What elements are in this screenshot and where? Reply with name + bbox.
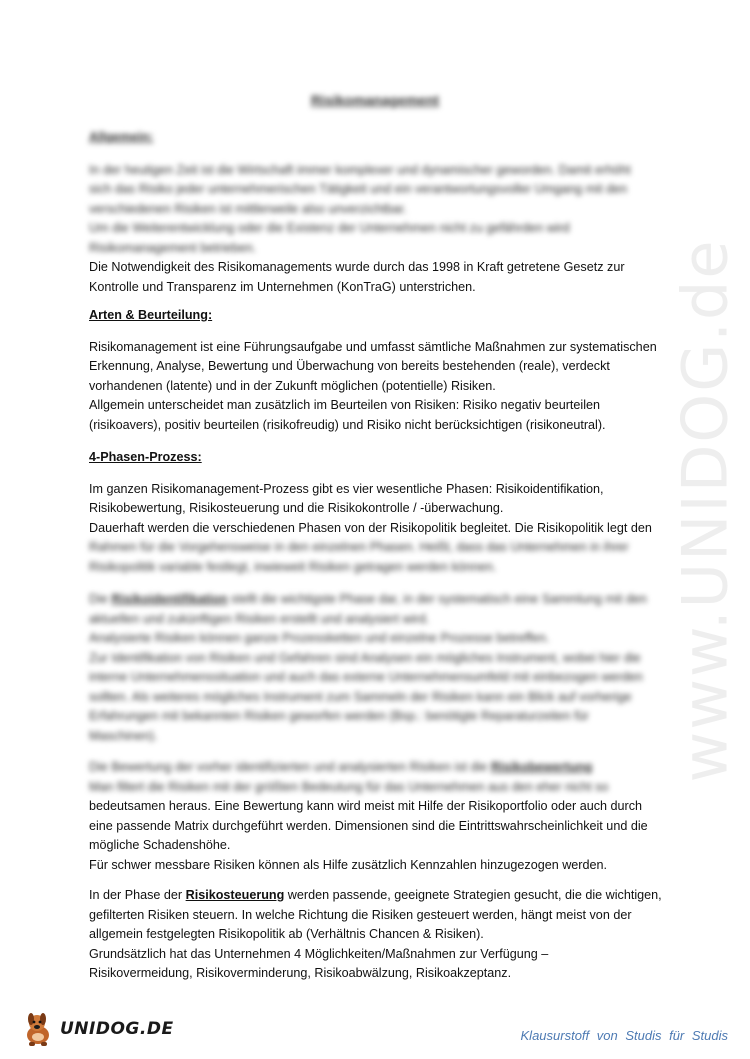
paragraph-line: Für schwer messbare Risiken können als Hilfe zusätzlich Kennzahlen hinzugezogen werden. (89, 857, 608, 872)
section-steuerung (89, 886, 664, 984)
paragraph-line: aktuellen und zukünftigen Risiken erstellt und analysiert wird. (89, 611, 430, 626)
paragraph-line: verschiedenen Risiken ist mittlerweile also unverzichtbar. (89, 201, 407, 216)
paragraph-line: Die Bewertung der vorher identifizierten und analysierten Risiken ist die Risikobewertung (89, 760, 593, 774)
section-allgemein (89, 128, 664, 297)
watermark: www.UNIDOG.de (668, 238, 742, 782)
paragraph-line: Die Notwendigkeit des Risikomanagements wurde durch das 1998 in Kraft getretene Gesetz zur (89, 260, 625, 274)
paragraph-line: Risikovermeidung, Risikoverminderung, Risikoabwälzung, Risikoakzeptanz. (89, 966, 512, 980)
paragraph-line: (risikoavers), positiv beurteilen (risikofreudig) und Risiko nicht berücksichtigen (risikoneutral). (89, 417, 606, 432)
paragraph-line: In der heutigen Zeit ist die Wirtschaft immer komplexer und dynamischer geworden. Damit erhöht (89, 162, 631, 177)
paragraph-line: eine passende Matrix durchgeführt werden. Dimensionen sind die Eintrittswahrscheinlichkeit und die (89, 818, 648, 833)
paragraph-line: Rahmen für die Vorgehensweise in den einzelnen Phasen. Heißt, dass das Unternehmen in ihrer (89, 540, 629, 554)
paragraph-line: Risikomanagement betrieben. (89, 240, 257, 255)
paragraph-line: Allgemein unterscheidet man zusätzlich im Beurteilen von Risiken: Risiko negativ beurteilen (89, 398, 600, 412)
section-heading: Allgemein: (89, 130, 154, 144)
paragraph-line: In der Phase der Risikosteuerung werden passende, geeignete Strategien gesucht, die die wichtigen, (89, 888, 662, 902)
unidog-logo[interactable] (22, 1010, 174, 1048)
paragraph-line: Die Risikoidentifikation stellt die wichtigste Phase dar, in der systematisch eine Sammlung mit den (89, 592, 647, 606)
paragraph-line: bedeutsamen heraus. Eine Bewertung kann wird meist mit Hilfe der Risikoportfolio oder auch durch (89, 799, 643, 813)
paragraph-line: Zur Identifikation von Risiken und Gefahren sind Analysen ein mögliches Instrument, wobei hier die (89, 650, 641, 665)
paragraph-line: Analysierte Risiken können ganze Prozessketten und einzelne Prozesse betreffen. (89, 631, 550, 645)
paragraph-line: vorhandenen (latente) und in der Zukunft möglichen (potentielle) Risiken. (89, 378, 496, 393)
logo-text: UNIDOG.DE (60, 1019, 174, 1039)
keyword: Risikobewertung (490, 760, 593, 774)
paragraph-line: allgemein festgelegten Risikopolitik ab (Verhältnis Chancen & Risiken). (89, 927, 484, 941)
paragraph-line: Dauerhaft werden die verschiedenen Phasen von der Risikopolitik begleitet. Die Risikopolitik legt den (89, 520, 652, 535)
paragraph-line: Erfahrungen mit bekannten Risiken geworfen werden (Bsp.: benötigte Reparaturzeiten für (89, 709, 589, 723)
paragraph-line: interne Unternehmenssituation und auch das externe Unternehmensumfeld mit einbezogen werden (89, 670, 643, 684)
paragraph-line: sich das Risiko jeder unternehmerischen Tätigkeit und ein verantwortungsvoller Umgang mit den (89, 182, 628, 196)
paragraph-line: Im ganzen Risikomanagement-Prozess gibt es vier wesentliche Phasen: Risikoidentifikation, (89, 481, 604, 496)
keyword: Risikosteuerung (185, 888, 285, 902)
footer-tagline: Klausurstoff von Studis für Studis (520, 1028, 728, 1043)
dog-icon (22, 1010, 58, 1048)
section-bewertung (89, 758, 664, 875)
section-identifikation (89, 590, 664, 746)
section-heading: Arten & Beurteilung: (89, 308, 213, 322)
paragraph-line: Grundsätzlich hat das Unternehmen 4 Möglichkeiten/Maßnahmen zur Verfügung – (89, 946, 549, 961)
paragraph-line: Erkennung, Analyse, Bewertung und Überwachung von bereits bestehenden (reale), verdeckt (89, 359, 610, 373)
paragraph-line: Um die Weiterentwicklung oder die Existenz der Unternehmen nicht zu gefährden wird (89, 221, 570, 235)
paragraph-line: Risikomanagement ist eine Führungsaufgabe und umfasst sämtliche Maßnahmen zur systematischen (89, 339, 657, 354)
paragraph-line: sollten. Als weiteres mögliches Instrument zum Sammeln der Risiken kann ein Blick auf vorherige (89, 689, 632, 704)
paragraph-line: mögliche Schadenshöhe. (89, 838, 231, 852)
keyword: Risikoidentifikation (111, 592, 228, 606)
section-heading: 4-Phasen-Prozess: (89, 450, 202, 464)
paragraph-line: Risikopolitik variable festlegt, inwieweit Risiken getragen werden können. (89, 559, 497, 574)
paragraph-line: Risikobewertung, Risikosteuerung und die Risikokontrolle / -überwachung. (89, 501, 504, 515)
paragraph-line: Maschinen). (89, 728, 158, 743)
paragraph-line: Man filtert die Risiken mit der größten Bedeutung für das Unternehmen aus den eher nicht so (89, 779, 609, 794)
paragraph-line: gefilterten Risiken steuern. In welche Richtung die Risiken gesteuert werden, hängt meist von der (89, 907, 632, 922)
section-arten (89, 306, 664, 435)
paragraph-line: Kontrolle und Transparenz im Unternehmen (KonTraG) unterstrichen. (89, 279, 476, 294)
section-phasen (89, 448, 664, 577)
page-title: Risikomanagement (310, 92, 440, 108)
